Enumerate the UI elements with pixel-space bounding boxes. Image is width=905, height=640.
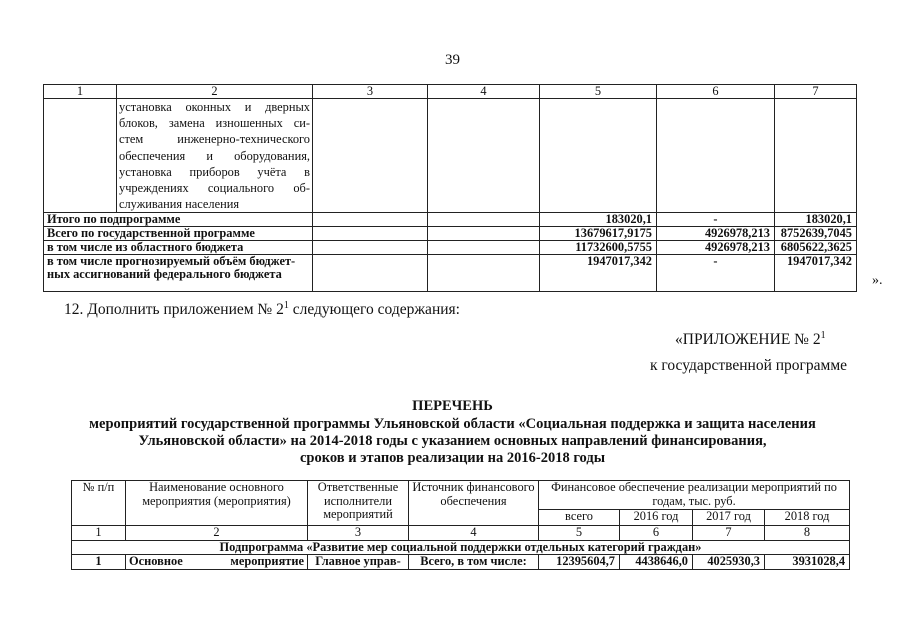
header-2017: 2017 год bbox=[693, 510, 765, 526]
table-row bbox=[44, 255, 857, 292]
measure-name: Основное мероприятие bbox=[126, 555, 308, 570]
header-executors: Ответственные исполнители мероприятий bbox=[308, 481, 409, 526]
cell-2017: 6805622,3625 bbox=[775, 241, 857, 255]
cell-total: 13679617,9175 bbox=[540, 227, 657, 241]
closing-quote: ». bbox=[872, 273, 883, 288]
row-label: Всего по государственной программе bbox=[44, 227, 313, 241]
measure-description: установка оконных и дверных блоков, замена изношенных си-стем инженерно-технического обеспечения и оборудования, установка приборов учёта в учреждениях социального об-служивания населения bbox=[117, 99, 313, 213]
table-row bbox=[44, 99, 857, 213]
column-number: 7 bbox=[693, 526, 765, 541]
cell-total: 183020,1 bbox=[540, 213, 657, 227]
header-cell: 5 bbox=[540, 85, 657, 99]
header-cell: 6 bbox=[657, 85, 775, 99]
row-number: 1 bbox=[72, 555, 126, 570]
column-number: 1 bbox=[72, 526, 126, 541]
cell-2016: 4926978,213 bbox=[657, 241, 775, 255]
header-cell: 7 bbox=[775, 85, 857, 99]
table-row bbox=[72, 555, 850, 570]
measure-source: Всего, в том числе: bbox=[409, 555, 539, 570]
header-finance: Финансовое обеспечение реализации мероприятий по годам, тыс. руб. bbox=[539, 481, 850, 510]
list-subtitle-line: сроков и этапов реализации на 2016-2018 годы bbox=[299, 450, 606, 466]
appendix-subtitle: к государственной программе bbox=[650, 357, 848, 374]
column-number: 5 bbox=[539, 526, 620, 541]
cell-2016: 4926978,213 bbox=[657, 227, 775, 241]
header-cell: 4 bbox=[428, 85, 540, 99]
cell-2018: 3931028,4 bbox=[765, 555, 850, 570]
table-row bbox=[44, 213, 857, 227]
header-source: Источник финансового обеспечения bbox=[409, 481, 539, 526]
subprogram-title: Подпрограмма «Развитие мер социальной поддержки отдельных категорий граждан» bbox=[72, 540, 850, 555]
table-header-row bbox=[72, 481, 850, 510]
row-label: в том числе прогнозируемый объём бюджет-ных ассигнований федерального бюджета bbox=[44, 255, 313, 292]
cell-2017: 1947017,342 bbox=[775, 255, 857, 292]
cell-2016: - bbox=[657, 213, 775, 227]
cell-2016: 4438646,0 bbox=[620, 555, 693, 570]
list-subtitle-line: мероприятий государственной программы Ульяновской области «Социальная поддержка и защита населения bbox=[89, 416, 816, 432]
cell-2017: 4025930,3 bbox=[693, 555, 765, 570]
header-name: Наименование основного мероприятия (мероприятия) bbox=[126, 481, 308, 526]
cell-2017: 8752639,7045 bbox=[775, 227, 857, 241]
column-number: 4 bbox=[409, 526, 539, 541]
appendix-title: «ПРИЛОЖЕНИЕ № $2^1$ bbox=[675, 330, 826, 349]
header-2016: 2016 год bbox=[620, 510, 693, 526]
table-row bbox=[44, 227, 857, 241]
cell-total: 12395604,7 bbox=[539, 555, 620, 570]
list-title: ПЕРЕЧЕНЬ bbox=[412, 398, 493, 414]
measures-table bbox=[71, 480, 850, 570]
column-number: 3 bbox=[308, 526, 409, 541]
list-subtitle-line: Ульяновской области» на 2014-2018 годы с указанием основных направлений финансирования, bbox=[138, 433, 767, 449]
table-row bbox=[44, 241, 857, 255]
header-cell: 1 bbox=[44, 85, 117, 99]
cell-total: 1947017,342 bbox=[540, 255, 657, 292]
header-total: всего bbox=[539, 510, 620, 526]
cell-total: 11732600,5755 bbox=[540, 241, 657, 255]
column-number-row bbox=[72, 526, 850, 541]
column-number: 6 bbox=[620, 526, 693, 541]
header-cell: 3 bbox=[313, 85, 428, 99]
budget-table bbox=[43, 84, 857, 292]
header-cell: 2 bbox=[117, 85, 313, 99]
page-number: 39 bbox=[445, 52, 460, 68]
subprogram-row bbox=[72, 540, 850, 555]
column-number: 8 bbox=[765, 526, 850, 541]
measure-executor: Главное управ- bbox=[308, 555, 409, 570]
column-number: 2 bbox=[126, 526, 308, 541]
row-label: Итого по подпрограмме bbox=[44, 213, 313, 227]
cell-2016: - bbox=[657, 255, 775, 292]
header-2018: 2018 год bbox=[765, 510, 850, 526]
header-no: № п/п bbox=[72, 481, 126, 526]
paragraph-12: 12. Дополнить приложением № $2^1$ следующего содержания: bbox=[64, 300, 460, 319]
row-label: в том числе из областного бюджета bbox=[44, 241, 313, 255]
table-header-row bbox=[44, 85, 857, 99]
cell-2017: 183020,1 bbox=[775, 213, 857, 227]
